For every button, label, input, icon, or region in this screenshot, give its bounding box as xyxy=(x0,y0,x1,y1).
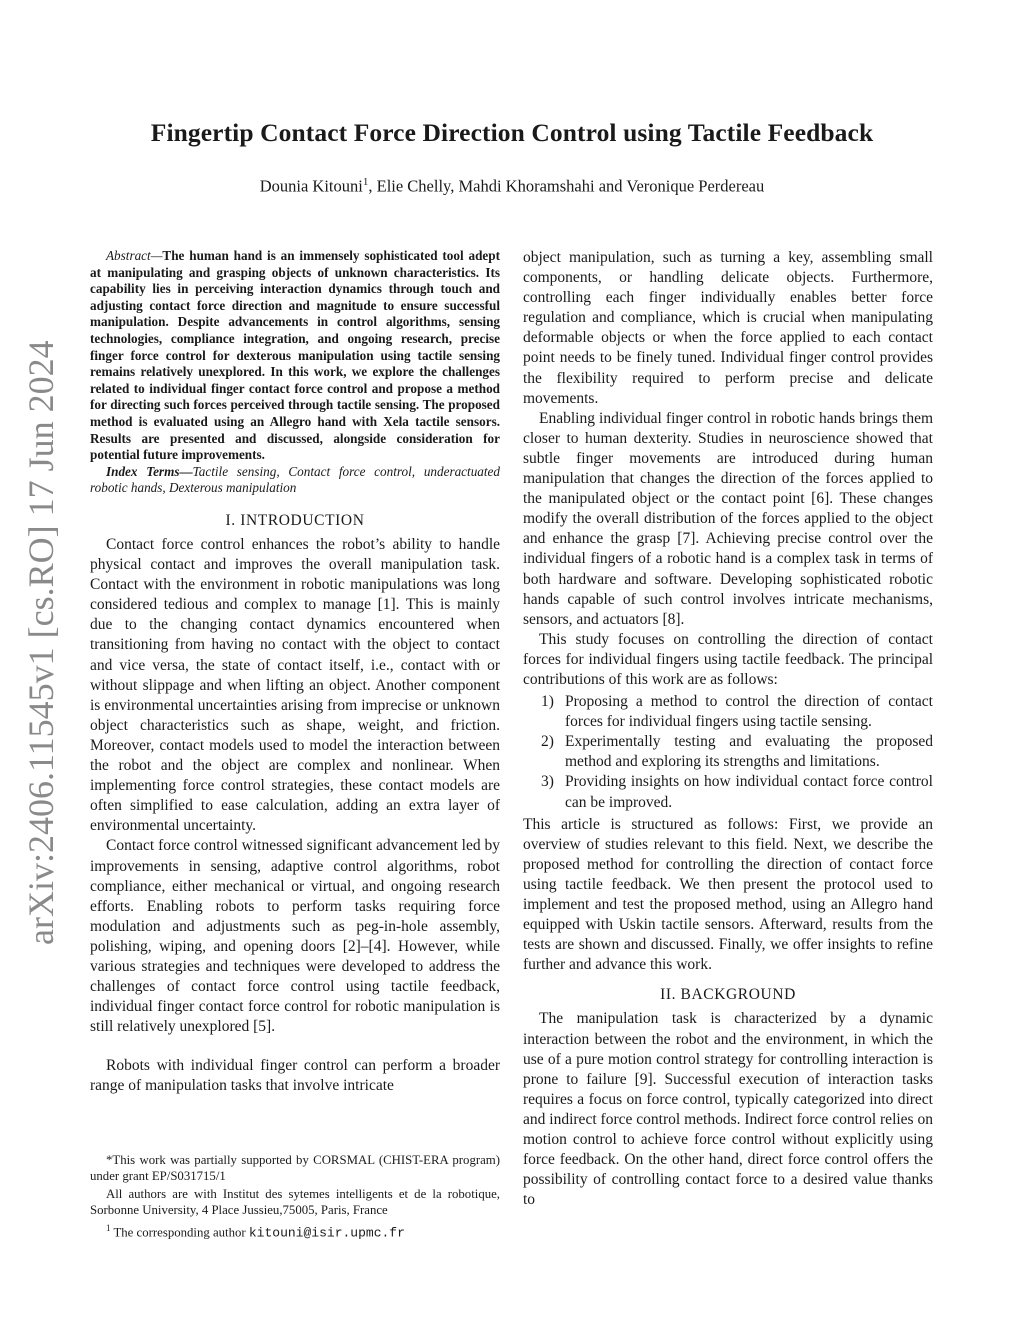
intro-paragraph-3: Robots with individual finger control can perform a broader range of manipulation tasks that involve intricate xyxy=(90,1057,500,1095)
list-item-text: Providing insights on how individual contact force control can be improved. xyxy=(565,773,933,811)
footnote-funding: *This work was partially supported by CORSMAL (CHIST-ERA program) under grant EP/S031715/1 xyxy=(90,1153,500,1183)
right-paragraph-4: This article is structured as follows: First, we provide an overview of studies relevant to this field. Next, we describe the proposed method for controlling the direction of contact force using tactile feedback. We then present the protocol used to implement and test the proposed method, using an Allegro hand equipped with Uskin tactile sensors. Afterward, results from the tests are shown and discussed. Finally, we offer insights to refine further and advance this work. xyxy=(523,815,933,974)
right-paragraph-1: object manipulation, such as turning a key, assembling small components, or handling delicate objects. Furthermore, controlling each finger individually enables better force regulation and compliance, which is crucial when manipulating deformable objects or when the force applied to each contact point needs to be finely tuned. Individual finger control provides the flexibility required to perform precise and delicate movements. xyxy=(523,249,933,407)
list-item xyxy=(523,692,933,732)
footnotes xyxy=(90,1153,500,1244)
section-title-introduction: I. INTRODUCTION xyxy=(225,511,365,529)
paper-title: Fingertip Contact Force Direction Control using Tactile Feedback xyxy=(150,118,874,147)
right-column xyxy=(523,248,933,1210)
abstract xyxy=(90,248,500,464)
author-rest: , Elie Chelly, Mahdi Khoramshahi and Veronique Perdereau xyxy=(368,176,765,196)
footnote-corresponding-text: The corresponding author xyxy=(110,1225,249,1240)
list-item xyxy=(523,772,933,812)
index-terms-text: Tactile sensing, Contact force control, underactuated robotic hands, Dexterous manipulation xyxy=(90,463,500,496)
list-item-number: 1) xyxy=(541,693,554,711)
author-footnote-mark: 1 xyxy=(362,176,369,188)
list-item-text: Experimentally testing and evaluating the proposed method and exploring its strengths and limitations. xyxy=(565,733,933,771)
intro-paragraph-1: Contact force control enhances the robot’s ability to handle physical contact and improves the overall manipulation task. Contact with the environment in robotic manipulations was long considered tedious and complex to manage [1]. This is mainly due to the changing contact dynamics encountered when transitioning from having no contact with the object to contact and vice versa, the state of contact itself, i.e., contact with or without slippage and when lifting an object. Another component is environmental uncertainties arising from imprecise or unknown object characteristics such as shape, weight, and friction. Moreover, contact models used to model the interaction between the robot and the object are complex and nonlinear. When implementing force control strategies, these contact models are often simplified to ease calculation, adding an extra layer of environmental uncertainty. xyxy=(90,536,500,835)
author-list xyxy=(0,176,1024,197)
list-item-text: Proposing a method to control the direction of contact forces for individual fingers using tactile sensing. xyxy=(565,693,933,731)
list-item-number: 3) xyxy=(541,773,554,791)
section-title-background: II. BACKGROUND xyxy=(660,986,796,1004)
arxiv-identifier[interactable]: arXiv:2406.11545v1 [cs.RO] 17 Jun 2024 xyxy=(21,340,61,945)
author-first: Dounia Kitouni xyxy=(259,176,363,196)
footnote-affiliation: All authors are with Institut des sytemes intelligents et de la robotique, Sorbonne University, 4 Place Jussieu,75005, Paris, France xyxy=(90,1187,500,1217)
intro-paragraph-2: Contact force control witnessed significant advancement led by improvements in sensing, adaptive control algorithms, robot compliance, either mechanical or virtual, and ongoing research efforts. Enabling robots to perform tasks requiring force modulation and adjustments such as peg-in-hole assembly, polishing, wiping, and opening doors [2]–[4]. However, while various strategies and techniques were developed to address the challenges of contact force control using tactile feedback, individual finger contact force control for robotic manipulation is still relatively unexplored [5]. xyxy=(90,837,500,1036)
abstract-label: Abstract— xyxy=(106,248,163,263)
right-paragraph-3: This study focuses on controlling the direction of contact forces for individual fingers using tactile feedback. The principal contributions of this work are as follows: xyxy=(523,630,933,688)
left-column xyxy=(90,248,500,1097)
right-paragraph-2: Enabling individual finger control in robotic hands brings them closer to human dexterity. Studies in neuroscience showed that subtle finger movements are introduced during human manipulation that changes the direction of the forces applied to the manipulated object or the contact point [6]. These changes modify the overall distribution of the forces applied to the object and enhance the grasp [7]. Achieving precise control over the individual fingers of a robotic hand is a complex task in terms of both hardware and software. Developing sophisticated robotic hands capable of such control involves intricate mechanisms, sensors, and actuators [8]. xyxy=(523,409,933,628)
list-item xyxy=(523,732,933,772)
list-item-number: 2) xyxy=(541,733,554,751)
background-paragraph-1: The manipulation task is characterized by a dynamic interaction between the robot and the environment, in which the use of a pure motion control strategy for controlling interaction is prone to failure [9]. Successful execution of interaction tasks requires a focus on force control, typically categorized into direct and indirect force control methods. Indirect force control relies on motion control to achieve force control without explicitly using force feedback. On the other hand, direct force control offers the possibility of controlling contact force to a desired value thanks to xyxy=(523,1010,933,1209)
contributions-list xyxy=(523,692,933,813)
index-terms xyxy=(90,464,500,497)
index-terms-label: Index Terms— xyxy=(106,463,193,479)
footnote-mark: 1 xyxy=(106,1223,111,1234)
abstract-text: The human hand is an immensely sophisticated tool adept at manipulating and grasping objects of unknown characteristics. Its capability lies in perceiving interaction dynamics through touch and adjusting contact force direction and magnitude to ensure successful manipulation. Despite advancements in control algorithms, sensing technologies, compliance integration, and ongoing research, precise finger force control for dexterous manipulation using tactile sensing remains relatively unexplored. In this work, we explore the challenges related to individual finger contact force control and propose a method for directing such forces perceived through tactile sensing. The proposed method is evaluated using an Allegro hand with Xela tactile sensors. Results are presented and discussed, alongside consideration for potential future improvements. xyxy=(90,248,500,463)
footnote-corresponding xyxy=(90,1221,500,1241)
author-email[interactable]: kitouni@isir.upmc.fr xyxy=(248,1225,405,1241)
